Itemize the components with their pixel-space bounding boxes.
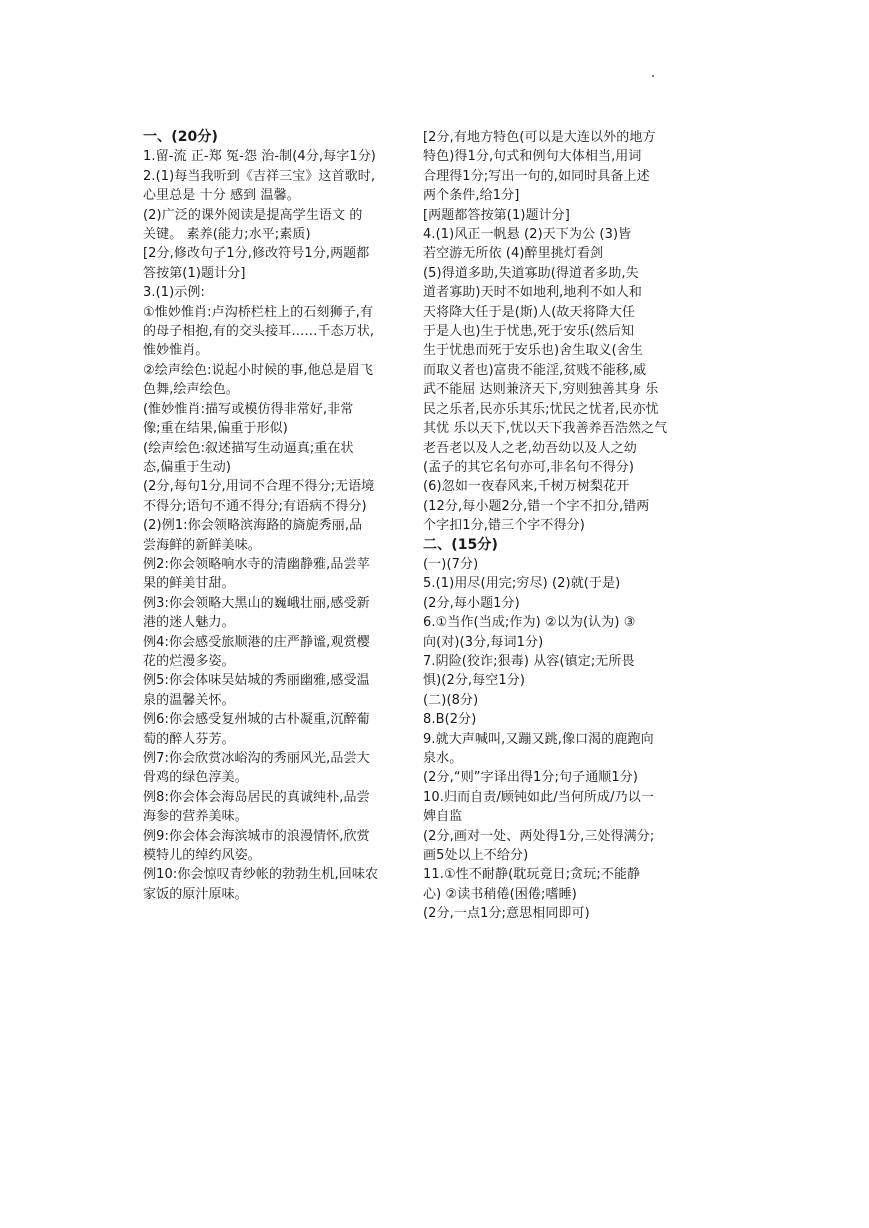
answer-line: 家饭的原汁原味。: [143, 886, 248, 902]
answer-line: (孟子的其它名句亦可,非名句不得分): [423, 459, 635, 475]
answer-line: 其忧 乐以天下,忧以天下我善养吾浩然之气: [423, 421, 668, 437]
answer-line: (二)(8分): [423, 692, 479, 708]
answer-line: (12分,每小题2分,错一个字不扣分,错两: [423, 498, 650, 514]
answer-line: ①惟妙惟肖:卢沟桥栏柱上的石刻狮子,有: [143, 304, 374, 320]
answer-line: 例4:你会感受旅顺港的庄严静谧,观赏樱: [143, 634, 370, 650]
answer-column-right: [423, 128, 687, 924]
answer-line: 例9:你会体会海滨城市的浪漫情怀,欣赏: [143, 828, 370, 844]
answer-line: 10.归而自责/顾钝如此/当何所成/乃以一: [423, 789, 654, 805]
answer-line: [2分,有地方特色(可以是大连以外的地方: [423, 130, 656, 145]
answer-line: 民之乐者,民亦乐其乐;忧民之忧者,民亦忧: [423, 401, 659, 417]
answer-line: 例5:你会体味吴姑城的秀丽幽雅,感受温: [143, 673, 370, 689]
answer-line: (一)(7分): [423, 556, 479, 572]
answer-line: 色舞,绘声绘色。: [143, 382, 239, 398]
answer-line: (惟妙惟肖:描写或模仿得非常好,非常: [143, 401, 354, 417]
answer-line: 画5处以上不给分): [423, 848, 529, 864]
answer-line: 心) ②读书稍倦(困倦;嗜睡): [423, 886, 577, 902]
answer-line: 11.①性不耐静(耽玩竟日;贪玩;不能静: [423, 867, 641, 883]
answer-line: 生于忧患而死于安乐也)舍生取义(舍生: [423, 343, 643, 359]
answer-line: 萄的醉人芬芳。: [143, 731, 235, 747]
answer-line: 2.(1)每当我听到《吉祥三宝》这首歌时,: [143, 168, 376, 184]
answer-line: (2分,每小题1分): [423, 595, 520, 611]
answer-line: 5.(1)用尽(用完;穷尽) (2)就(于是): [423, 576, 621, 592]
answer-line: 9.就大声喊叫,又蹦又跳,像口渴的鹿跑向: [423, 731, 654, 747]
answer-line: 而取义者也)富贵不能淫,贫贱不能移,威: [423, 362, 647, 378]
answer-line: 例7:你会欣赏冰峪沟的秀丽风光,品尝大: [143, 751, 370, 766]
answer-line: 8.B(2分): [423, 712, 477, 728]
answer-line: 道者寡助)天时不如地利,地利不如人和: [423, 285, 643, 301]
answer-line: 态,偏重于生动): [143, 459, 232, 475]
answer-line: 模特儿的绰约风姿。: [143, 848, 261, 864]
answer-line: 二、(15分): [423, 536, 498, 553]
answer-line: 例6:你会感受复州城的古朴凝重,沉醉葡: [143, 712, 370, 728]
answer-line: 花的烂漫多姿。: [143, 653, 235, 669]
answer-line: 例10:你会惊叹青纱帐的勃勃生机,回味农: [143, 867, 379, 883]
answer-line: (2分,每句1分,用词不合理不得分;无语境: [143, 479, 375, 495]
answer-line: (5)得道多助,失道寡助(得道者多助,失: [423, 265, 639, 281]
answer-line: 像;重在结果,偏重于形似): [143, 421, 288, 437]
answer-line: 老吾老以及人之老,幼吾幼以及人之幼: [423, 440, 637, 456]
answer-line: 心里总是 十分 感到 温馨。: [143, 188, 300, 204]
answer-line: 一、(20分): [143, 129, 218, 145]
answer-line: 3.(1)示例:: [143, 285, 205, 301]
answer-line: 特色)得1分,句式和例句大体相当,用词: [423, 149, 642, 165]
answer-line: (2)广泛的课外阅读是提高学生语文 的: [143, 207, 363, 223]
answer-line: 例8:你会体会海岛居民的真诚纯朴,品尝: [143, 789, 370, 805]
answer-line: 关键。 素养(能力;水平;素质): [143, 227, 311, 243]
answer-line: 不得分;语句不通不得分;有语病不得分): [143, 498, 367, 514]
answer-line: [2分,修改句子1分,修改符号1分,两题都: [143, 246, 370, 262]
answer-line: 两个条件,给1分]: [423, 188, 520, 204]
answer-line: (2)例1:你会领略滨海路的旖旎秀丽,品: [143, 518, 363, 534]
answer-line: 果的鲜美甘甜。: [143, 576, 235, 592]
answer-line: 骨鸡的绿色淳美。: [143, 770, 248, 786]
answer-line: 个字扣1分,错三个字不得分): [423, 518, 585, 534]
answer-line: (绘声绘色:叙述描写生动逼真;重在状: [143, 440, 354, 456]
answer-line: (2分,“则”字译出得1分;句子通顺1分): [423, 770, 639, 786]
answer-column-left: [143, 128, 415, 904]
answer-line: 6.①当作(当成;作为) ②以为(认为) ③: [423, 615, 636, 631]
answer-line: 惧)(2分,每空1分): [423, 673, 525, 689]
answer-line: 尝海鲜的新鲜美味。: [143, 537, 261, 553]
answer-line: 婢自监: [423, 809, 463, 825]
answer-line: (2分,画对一处、两处得1分,三处得满分;: [423, 828, 655, 844]
answer-line: 4.(1)风正一帆悬 (2)天下为公 (3)皆: [423, 227, 632, 243]
answer-line: 例3:你会领略大黑山的巍峨壮丽,感受新: [143, 595, 370, 611]
answer-line: 泉的温馨关怀。: [143, 692, 235, 708]
answer-line: 海参的营养美味。: [143, 809, 248, 825]
answer-line: 若空游无所依 (4)醉里挑灯看剑: [423, 246, 604, 262]
answer-line: (2分,一点1分;意思相同即可): [423, 906, 590, 922]
answer-line: 答按第(1)题计分]: [143, 265, 246, 281]
answer-line: 泉水。: [423, 751, 463, 766]
answer-line: 港的迷人魅力。: [143, 615, 235, 631]
answer-line: 合理得1分;写出一句的,如同时具备上述: [423, 168, 650, 184]
answer-line: 向(对)(3分,每词1分): [423, 634, 544, 650]
answer-line: 7.阴险(狡诈;狠毒) 从容(镇定;无所畏: [423, 653, 635, 669]
scan-speck: [652, 75, 654, 77]
answer-line: 天将降大任于是(斯)人(故天将降大任: [423, 304, 636, 320]
answer-line: 惟妙惟肖。: [143, 343, 209, 359]
answer-line: 1.留-流 正-郑 冤-怨 治-制(4分,每字1分): [143, 149, 376, 165]
answer-line: 武不能屈 达则兼济天下,穷则独善其身 乐: [423, 382, 659, 398]
answer-line: (6)忽如一夜春风来,千树万树梨花开: [423, 479, 630, 495]
answer-line: ②绘声绘色:说起小时候的事,他总是眉飞: [143, 362, 374, 378]
answer-line: [两题都答按第(1)题计分]: [423, 207, 570, 223]
answer-line: 的母子相抱,有的交头接耳……千态万状,: [143, 324, 375, 340]
answer-line: 例2:你会领略响水寺的清幽静雅,品尝苹: [143, 556, 370, 572]
answer-line: 于是人也)生于忧患,死于安乐(然后知: [423, 324, 635, 340]
